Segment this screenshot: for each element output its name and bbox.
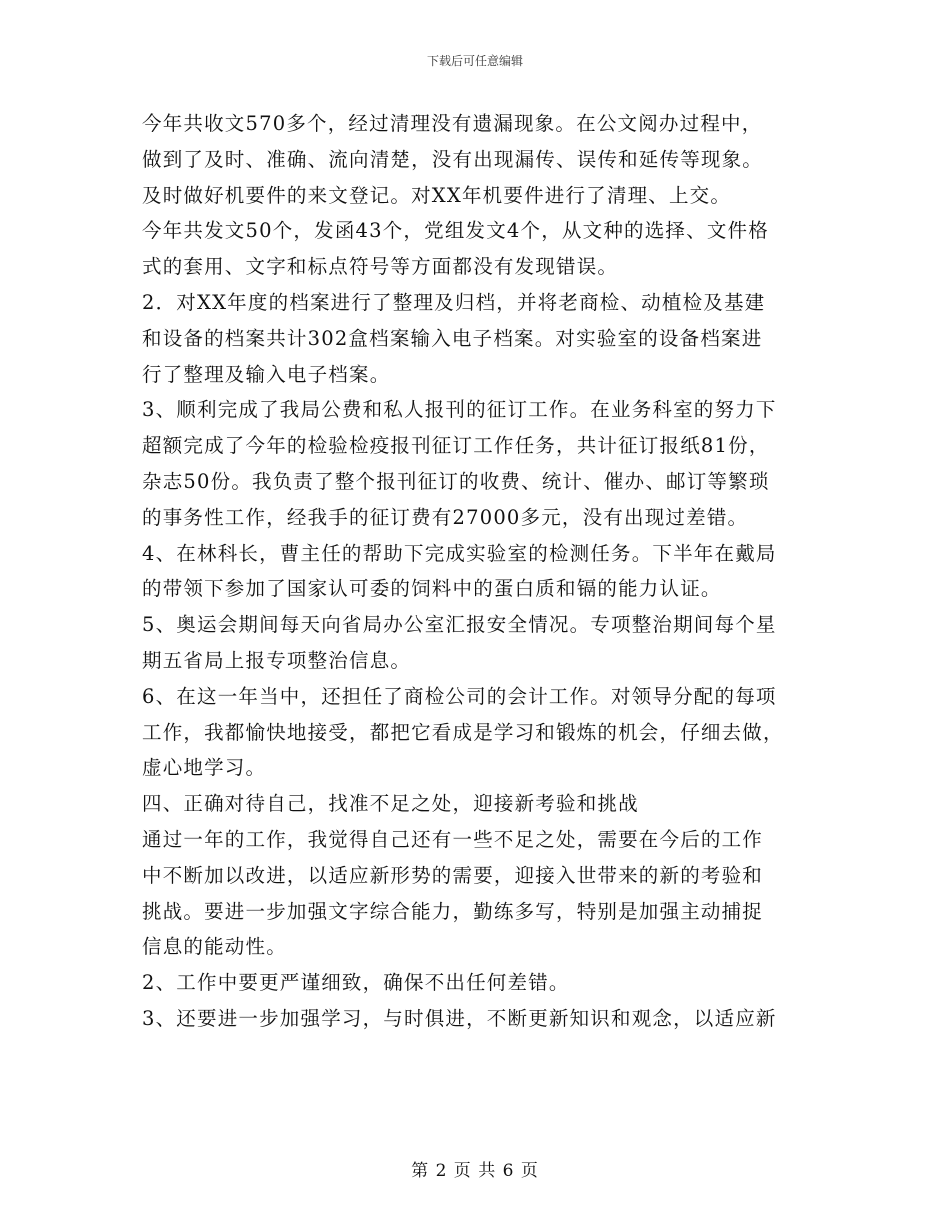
page-header: 下载后可任意编辑	[426, 54, 523, 68]
text-line: 的事务性工作，经我手的征订费有27000多元，没有出现过差错。	[142, 505, 749, 529]
text-line: 6、在这一年当中，还担任了商检公司的会计工作。对领导分配的每项	[142, 684, 777, 708]
document-body	[142, 106, 822, 1037]
text-line: 中不断加以改进，以适应新形势的需要，迎接入世带来的新的考验和	[142, 863, 764, 887]
text-line: 及时做好机要件的来文登记。对XX年机要件进行了清理、上交。	[142, 183, 732, 207]
text-line: 的带领下参加了国家认可委的饲料中的蛋白质和镉的能力认证。	[142, 577, 722, 601]
text-line: 行了整理及输入电子档案。	[142, 362, 391, 386]
text-line: 期五省局上报专项整治信息。	[142, 648, 412, 672]
text-line: 式的套用、文字和标点符号等方面都没有发现错误。	[142, 255, 619, 279]
text-line: 3、顺利完成了我局公费和私人报刊的征订工作。在业务科室的努力下	[142, 398, 777, 422]
text-line: 2、工作中要更严谨细致，确保不出任何差错。	[142, 971, 570, 995]
text-line: 和设备的档案共计302盒档案输入电子档案。对实验室的设备档案进	[142, 326, 763, 350]
text-line: 杂志50份。我负责了整个报刊征订的收费、统计、催办、邮订等繁琐	[142, 469, 770, 493]
text-line: 挑战。要进一步加强文字综合能力，勤练多写，特别是加强主动捕捉	[142, 899, 764, 923]
section-heading: 四、正确对待自己，找准不足之处，迎接新考验和挑战	[142, 792, 639, 816]
text-line: 虚心地学习。	[142, 756, 267, 780]
text-line: 通过一年的工作，我觉得自己还有一些不足之处，需要在今后的工作	[142, 827, 764, 851]
text-line: 工作，我都愉快地接受，都把它看成是学习和锻炼的机会，仔细去做，	[142, 720, 784, 744]
text-line: 今年共收文570多个，经过清理没有遗漏现象。在公文阅办过程中，	[142, 112, 763, 135]
page-number: 第 2 页 共 6 页	[411, 1161, 539, 1181]
text-line: 信息的能动性。	[142, 935, 287, 959]
text-line: 今年共发文50个，发函43个，党组发文4个，从文种的选择、文件格	[142, 219, 769, 243]
text-line: 2．对XX年度的档案进行了整理及归档，并将老商检、动植检及基建	[142, 290, 766, 314]
text-line: 超额完成了今年的检验检疫报刊征订工作任务，共计征订报纸81份，	[142, 434, 770, 458]
text-line: 3、还要进一步加强学习，与时俱进，不断更新知识和观念，以适应新	[142, 1006, 777, 1030]
text-line: 4、在林科长，曹主任的帮助下完成实验室的检测任务。下半年在戴局	[142, 541, 777, 565]
text-line: 做到了及时、准确、流向清楚，没有出现漏传、误传和延传等现象。	[142, 147, 764, 171]
text-line: 5、奥运会期间每天向省局办公室汇报安全情况。专项整治期间每个星	[142, 613, 777, 637]
